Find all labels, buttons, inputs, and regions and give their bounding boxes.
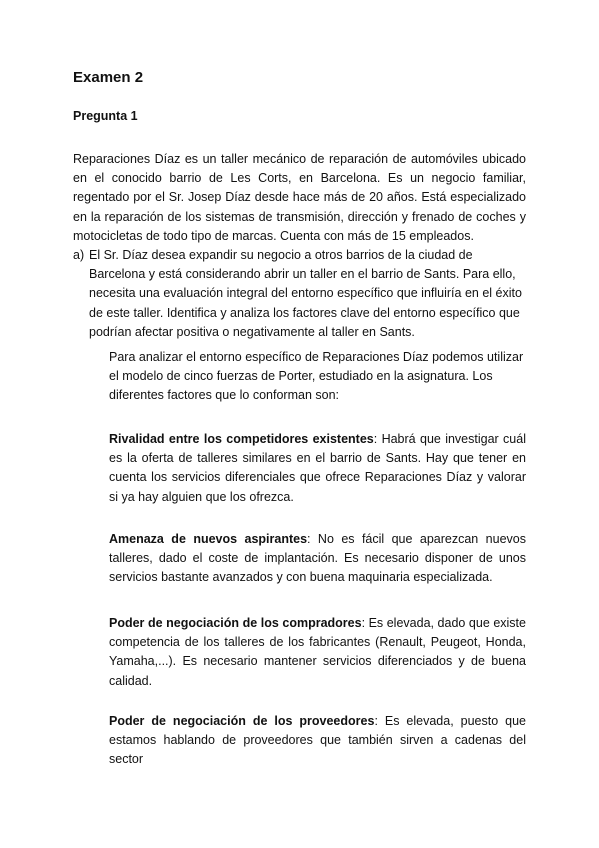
document-title: Examen 2 [73,69,144,86]
question-heading: Pregunta 1 [73,109,138,123]
factor-paragraph-rivalry [109,430,526,507]
question-text: El Sr. Díaz desea expandir su negocio a otros barrios de la ciudad de Barcelona y está considerando abrir un taller en el barrio de Sants. Para ello, necesita una evaluación integral del entorno específico que influiría en el éxito de este taller. Identifica y analiza los factores clave del entorno específico que podrían afectar positiva o negativamente al taller en Sants. [89,248,522,339]
case-intro-paragraph: Reparaciones Díaz es un taller mecánico de reparación de automóviles ubicado en el conocido barrio de Les Corts, en Barcelona. Es un negocio familiar, regentado por el Sr. Josep Díaz desde hace más de 20 años. Está especializado en la reparación de los sistemas de transmisión, dirección y frenado de coches y motocicletas de todo tipo de marcas. Cuenta con más de 15 empleados. [73,152,526,243]
factor-term: Poder de negociación de los proveedores [109,714,375,728]
factor-term: Rivalidad entre los competidores existentes [109,432,374,446]
factor-text: : Habrá que investigar cuál es la oferta de talleres similares en el barrio de Sants. Hay que tener en cuenta los servicios diferenciales que ofrece Reparaciones Díaz y valorar si ya hay alguien que los ofrezca. [109,432,526,504]
factor-term: Poder de negociación de los compradores [109,616,362,630]
factor-term: Amenaza de nuevos aspirantes [109,532,308,546]
question-a [73,246,526,342]
factor-paragraph-suppliers [109,712,526,770]
factor-text: : Es elevada, dado que existe competencia de los talleres de los fabricantes (Renault, Peugeot, Honda, Yamaha,...). Es necesario mantener servicios diferenciados y de buena calidad. [109,616,526,688]
factor-paragraph-new-entrants [109,530,526,588]
answer-intro-paragraph: Para analizar el entorno específico de Reparaciones Díaz podemos utilizar el modelo de cinco fuerzas de Porter, estudiado en la asignatura. Los diferentes factores que lo conforman son: [109,350,524,403]
factor-text: : No es fácil que aparezcan nuevos talleres, dado el coste de implantación. Es necesario disponer de unos servicios bastante avanzados y con buena maquinaria especializada. [109,532,526,585]
factor-paragraph-buyers [109,614,526,691]
question-marker: a) [73,248,85,262]
factor-text: : Es elevada, puesto que estamos hablando de proveedores que también sirven a cadenas del sector [109,714,526,767]
